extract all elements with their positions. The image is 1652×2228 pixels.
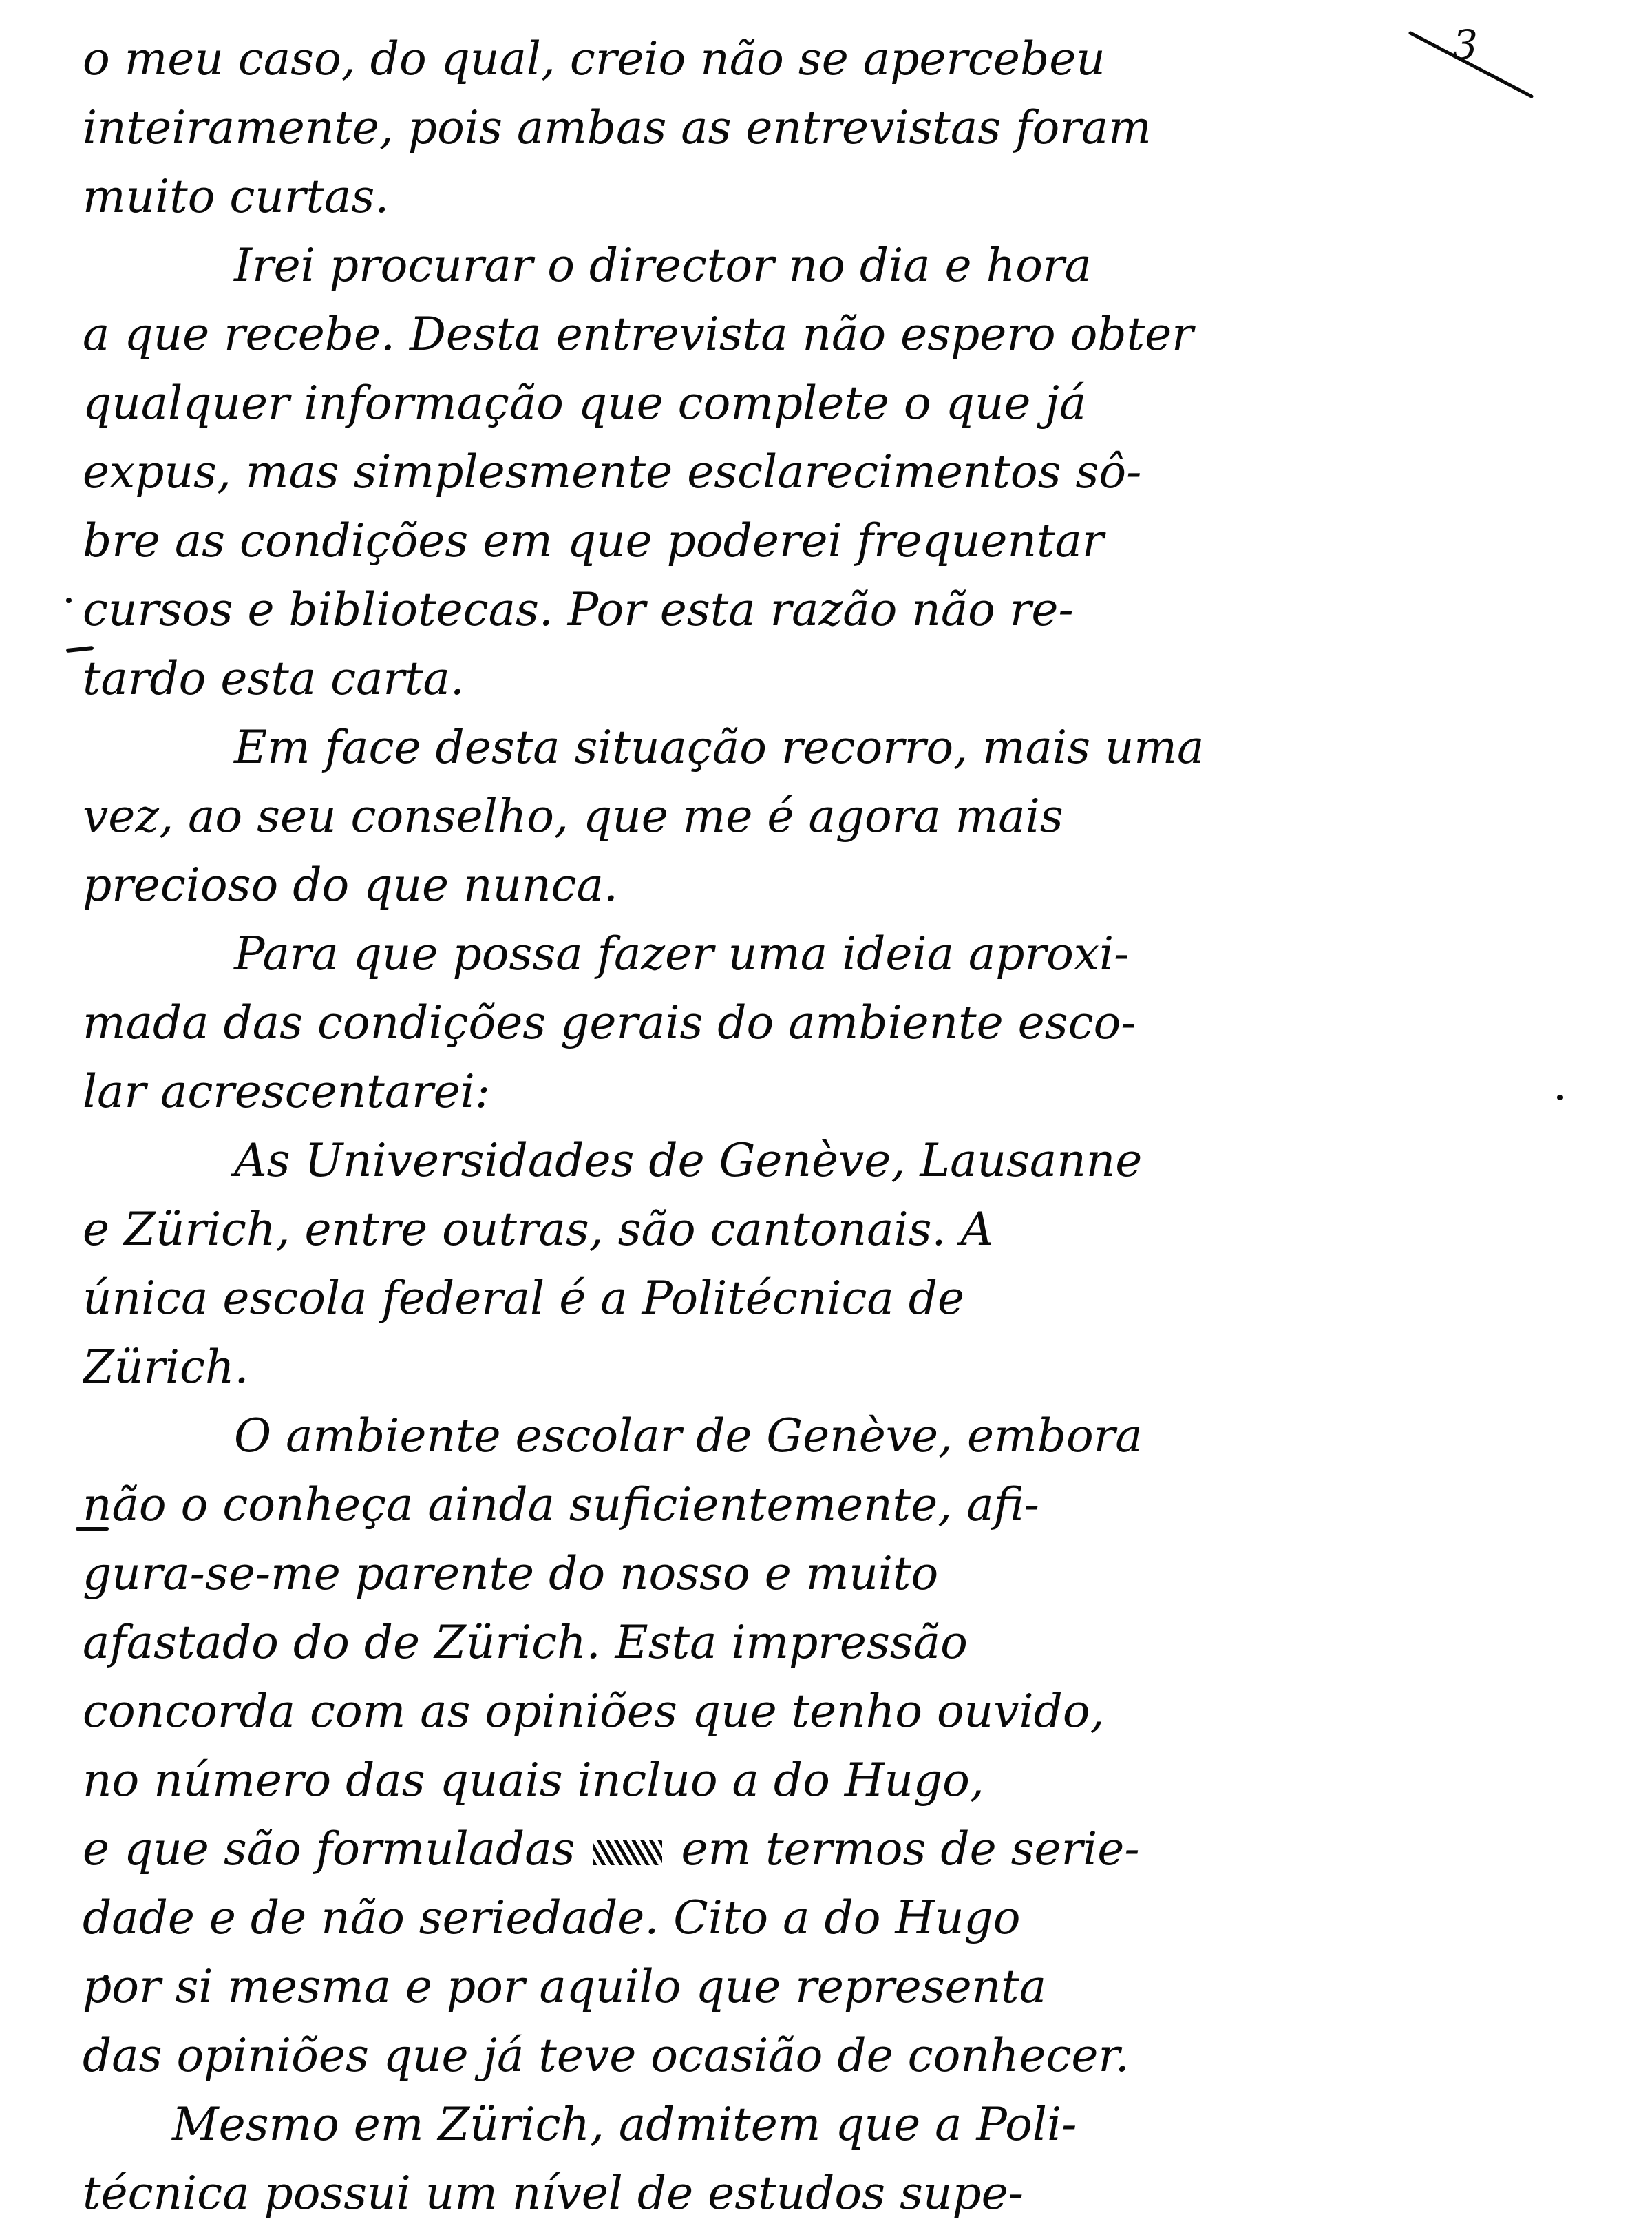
text-line: única escola federal é a Politécnica de bbox=[83, 1272, 965, 1325]
text-line: das opiniões que já teve ocasião de conhecer. bbox=[83, 2029, 1130, 2082]
text-line: no número das quais incluo a do Hugo, bbox=[83, 1754, 984, 1807]
text-segment: em termos de serie- bbox=[681, 1822, 1140, 1875]
text-line: por si mesma e por aquilo que representa bbox=[83, 1960, 1047, 2013]
text-line: bre as condições em que poderei frequentar bbox=[83, 514, 1104, 567]
text-line: técnica possui um nível de estudos supe- bbox=[83, 2167, 1024, 2220]
text-line: a que recebe. Desta entrevista não espero obter bbox=[83, 308, 1194, 361]
text-line: vez, ao seu conselho, que me é agora mais bbox=[83, 790, 1063, 843]
ink-dot bbox=[66, 598, 72, 603]
text-line: concorda com as opiniões que tenho ouvido, bbox=[83, 1685, 1105, 1738]
scribbled-out-word bbox=[593, 1840, 662, 1865]
text-line: inteiramente, pois ambas as entrevistas foram bbox=[83, 101, 1152, 154]
text-line: lar acrescentarei: bbox=[83, 1065, 491, 1118]
text-line: As Universidades de Genève, Lausanne bbox=[234, 1134, 1143, 1187]
text-line: qualquer informação que complete o que já bbox=[83, 377, 1087, 430]
text-line: muito curtas. bbox=[83, 170, 390, 223]
handwritten-text-body bbox=[83, 21, 1590, 2228]
text-line: e Zürich, entre outras, são cantonais. A bbox=[83, 1203, 994, 1256]
page-number: 3 bbox=[1452, 21, 1478, 68]
text-line-with-scribble bbox=[83, 1815, 1590, 1884]
text-line: não o conheça ainda suficientemente, afi- bbox=[83, 1478, 1039, 1531]
text-line: Mesmo em Zürich, admitem que a Poli- bbox=[172, 2098, 1077, 2151]
text-line: dade e de não seriedade. Cito a do Hugo bbox=[83, 1891, 1021, 1944]
text-line: Irei procurar o director no dia e hora bbox=[234, 239, 1092, 292]
text-line: mada das condições gerais do ambiente esco- bbox=[83, 996, 1136, 1049]
text-line: afastado do de Zürich. Esta impressão bbox=[83, 1616, 968, 1669]
text-line: gura-se-me parente do nosso e muito bbox=[83, 1547, 939, 1600]
text-line: Em face desta situação recorro, mais uma bbox=[234, 721, 1205, 774]
text-line: Zürich. bbox=[83, 1341, 249, 1394]
text-line: Para que possa fazer uma ideia aproxi- bbox=[234, 927, 1130, 980]
text-segment: e que são formuladas bbox=[83, 1822, 575, 1875]
text-line: expus, mas simplesmente esclarecimentos sô- bbox=[83, 445, 1142, 498]
text-line: O ambiente escolar de Genève, embora bbox=[234, 1409, 1143, 1462]
text-line: tardo esta carta. bbox=[83, 652, 465, 705]
text-line: cursos e bibliotecas. Por esta razão não re- bbox=[83, 583, 1074, 636]
text-line: o meu caso, do qual, creio não se apercebeu bbox=[83, 32, 1105, 85]
text-line: precioso do que nunca. bbox=[83, 859, 618, 912]
